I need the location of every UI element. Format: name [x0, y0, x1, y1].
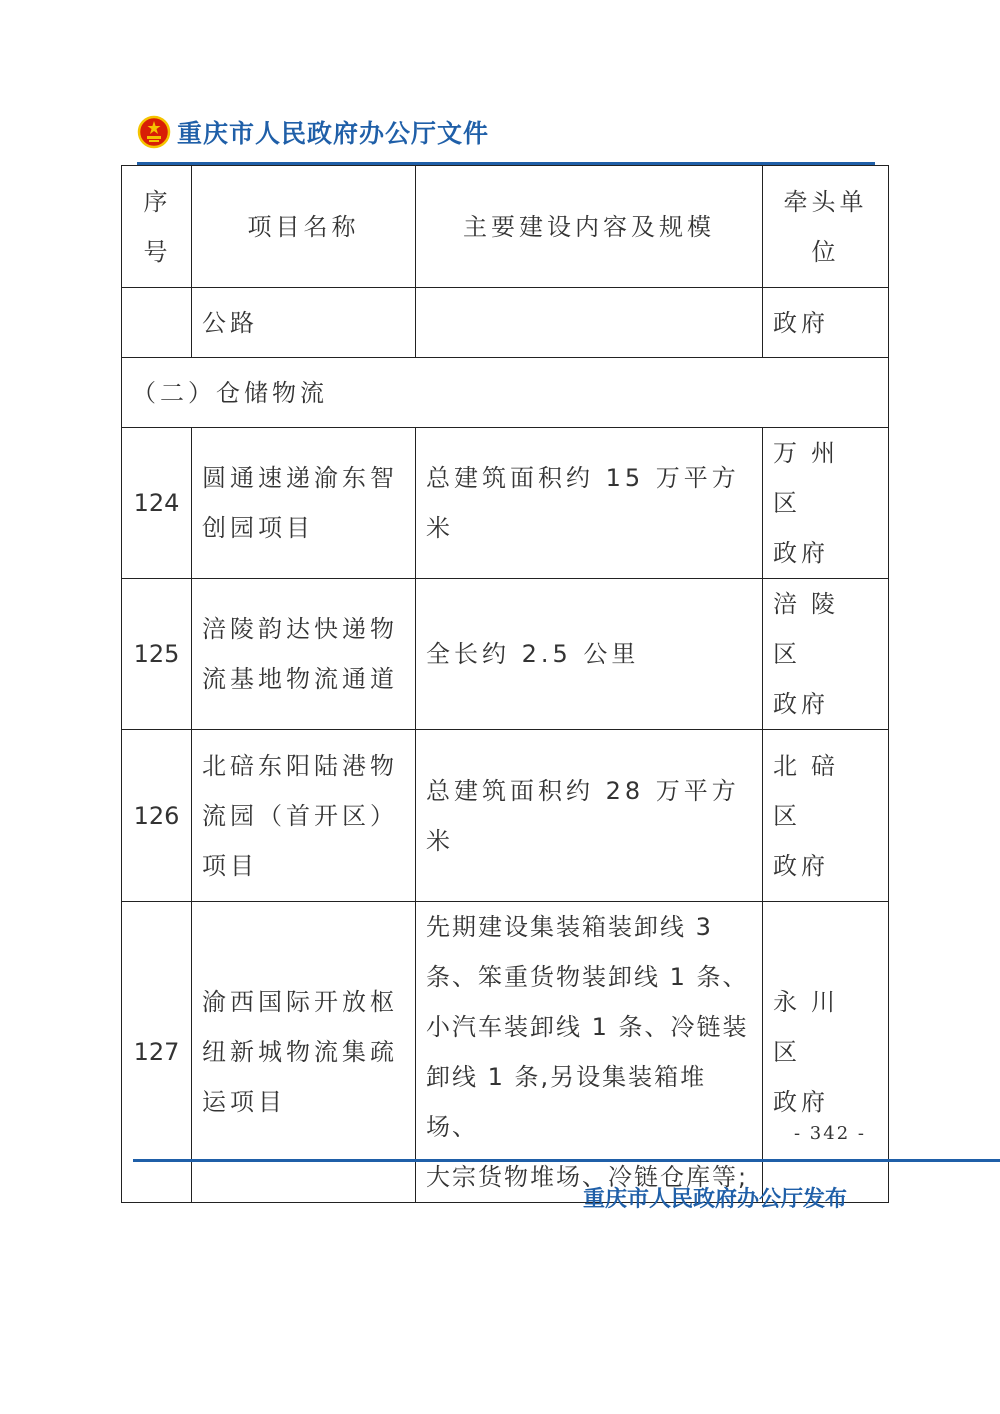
header-lead-line: 位 [811, 237, 840, 266]
content-line: 先期建设集装箱装卸线 3 [426, 913, 713, 941]
cell-no: 127 [122, 902, 192, 1203]
national-emblem-icon [137, 115, 171, 149]
cell-no: 126 [122, 730, 192, 902]
header-title: 重庆市人民政府办公厅文件 [177, 119, 490, 148]
name-line: 涪陵韵达快递物 [202, 615, 398, 643]
cell-lead [763, 428, 889, 579]
cell-name [192, 730, 416, 902]
cell-no: 124 [122, 428, 192, 579]
content-line: 卸线 1 条,另设集装箱堆场、 [426, 1063, 707, 1141]
content-line: 大宗货物堆场、冷链仓库等; [426, 1163, 749, 1191]
cell-content [416, 579, 763, 730]
cell-no [122, 288, 192, 358]
lead-line: 永川区 [773, 988, 849, 1066]
cell-content [416, 288, 763, 358]
content-line: 总建筑面积约 15 万平方米 [426, 464, 740, 542]
name-line: 项目 [202, 851, 258, 880]
content-line: 总建筑面积约 28 万平方米 [426, 776, 740, 855]
name-line: 创园项目 [202, 514, 314, 542]
name-line: 流基地物流通道 [202, 665, 398, 693]
cell-lead [763, 730, 889, 902]
lead-line: 政府 [773, 690, 829, 718]
lead-line: 万州区 [773, 439, 849, 517]
name-line: 渝西国际开放枢 [202, 988, 398, 1016]
content-line: 全长约 2.5 公里 [426, 640, 640, 668]
name-line: 运项目 [202, 1088, 286, 1116]
table-row [122, 579, 889, 730]
table-row [122, 428, 889, 579]
header-cell-content: 主要建设内容及规模 [416, 166, 763, 288]
cell-no: 125 [122, 579, 192, 730]
cell-content [416, 428, 763, 579]
lead-line: 北碚区 [773, 751, 849, 830]
footer-rule [133, 1159, 1000, 1162]
content-line: 小汽车装卸线 1 条、冷链装 [426, 1013, 749, 1041]
lead-line: 政府 [773, 1088, 829, 1116]
cell-lead [763, 902, 889, 1203]
section-row [122, 358, 889, 428]
table-row [122, 730, 889, 902]
lead-line: 涪陵区 [773, 590, 849, 668]
cell-name: 公路 [192, 288, 416, 358]
footer-publisher: 重庆市人民政府办公厅发布 [583, 1186, 848, 1212]
table-row [122, 288, 889, 358]
cell-lead [763, 579, 889, 730]
document-header [137, 110, 489, 154]
cell-lead: 政府 [763, 288, 889, 358]
cell-name [192, 902, 416, 1203]
header-cell-no: 序号 [122, 166, 192, 288]
project-table [121, 165, 889, 1203]
name-line: 北碚东阳陆港物 [202, 751, 398, 780]
table-row [122, 902, 889, 1203]
header-cell-lead [763, 166, 889, 288]
name-line: 圆通速递渝东智 [202, 464, 398, 492]
table-header-row [122, 166, 889, 288]
name-line: 流园（首开区） [202, 801, 398, 830]
header-lead-line: 牵头单 [783, 187, 868, 216]
content-line: 条、笨重货物装卸线 1 条、 [426, 963, 749, 991]
header-cell-name: 项目名称 [192, 166, 416, 288]
cell-name [192, 428, 416, 579]
cell-content [416, 902, 763, 1203]
page-number: - 342 - [794, 1123, 866, 1144]
name-line: 纽新城物流集疏 [202, 1038, 398, 1066]
lead-line: 政府 [773, 539, 829, 567]
cell-name [192, 579, 416, 730]
cell-content [416, 730, 763, 902]
lead-line: 政府 [773, 851, 829, 880]
section-title: （二）仓储物流 [122, 358, 889, 428]
